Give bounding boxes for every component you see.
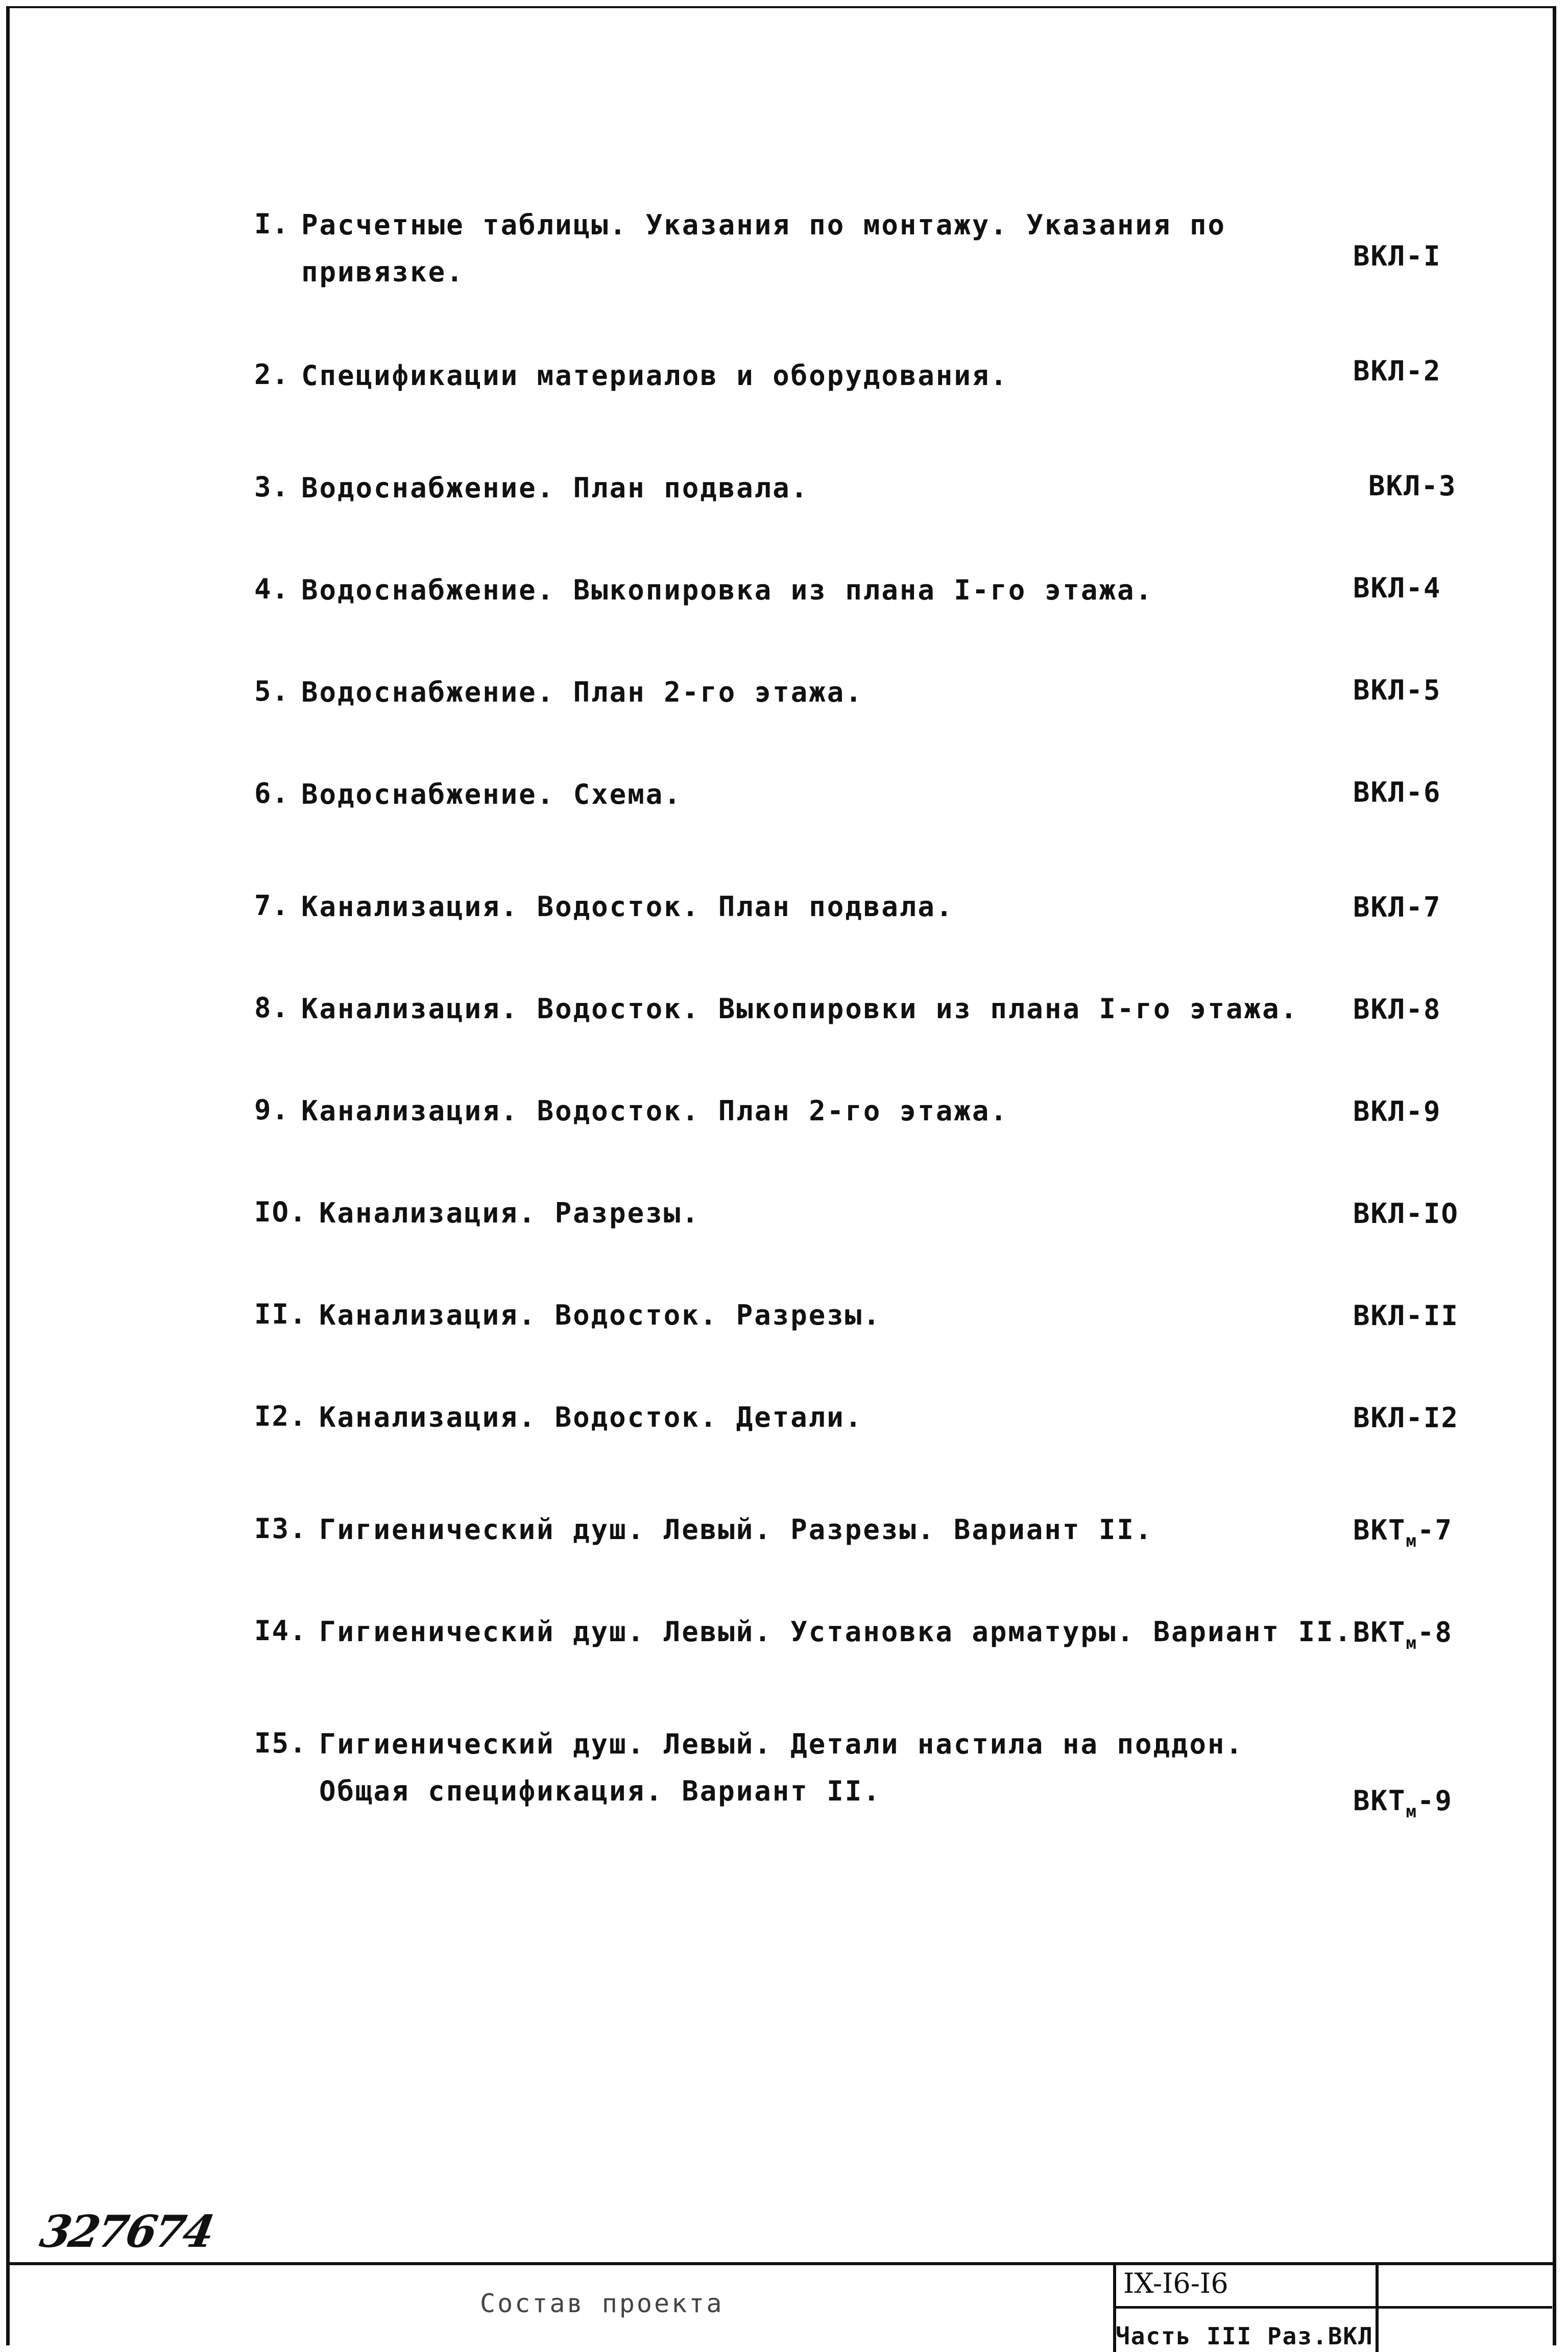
item-title [301, 669, 1297, 716]
item-title [319, 1506, 1315, 1553]
item-sheet-code [1353, 355, 1441, 387]
item-sheet-code [1353, 1197, 1459, 1230]
item-number: I5. [254, 1727, 307, 1759]
item-sheet-code-number: -7 [1417, 1514, 1453, 1546]
item-number: I3. [254, 1513, 307, 1545]
item-sheet-code-subscript: м [1406, 1802, 1418, 1822]
item-sheet-code [1353, 1095, 1441, 1127]
item-title-line-1: Канализация. Водосток. Выкопировки из плана I-го этажа. [301, 993, 1299, 1025]
item-sheet-code-main: ВКТ [1353, 1785, 1406, 1817]
item-number: I4. [254, 1615, 307, 1647]
item-title-line-1: Гигиенический душ. Левый. Детали настила на поддон. [319, 1728, 1244, 1760]
item-sheet-code [1353, 1300, 1459, 1332]
item-sheet-code-main: ВКЛ-8 [1353, 993, 1441, 1025]
item-title [319, 1609, 1353, 1655]
item-sheet-code-subscript: м [1406, 1633, 1418, 1653]
item-number: 6. [254, 777, 290, 809]
item-number: I2. [254, 1400, 307, 1432]
item-title [319, 1394, 1315, 1441]
item-sheet-code-main: ВКЛ-6 [1353, 776, 1441, 808]
item-number: 5. [254, 675, 290, 707]
item-title [319, 1721, 1315, 1815]
item-sheet-code-main: ВКЛ-5 [1353, 674, 1441, 706]
item-sheet-code [1368, 470, 1457, 502]
item-sheet-code-number: -9 [1417, 1785, 1453, 1817]
item-number: IO. [254, 1196, 307, 1228]
item-sheet-code [1353, 1616, 1453, 1653]
item-title [301, 202, 1297, 296]
item-sheet-code-main: ВКТ [1353, 1514, 1406, 1546]
item-number: 2. [254, 358, 290, 391]
item-sheet-code [1353, 674, 1441, 706]
item-number: 8. [254, 992, 290, 1024]
item-title-line-1: Водоснабжение. План подвала. [301, 472, 809, 504]
item-title-line-2: привязке. [301, 256, 465, 288]
item-number: 9. [254, 1094, 290, 1126]
item-title [301, 986, 1297, 1033]
item-sheet-code-main: ВКЛ-I2 [1353, 1402, 1459, 1434]
document-part: Часть III Раз.ВКЛ [1116, 2322, 1373, 2350]
item-title [301, 771, 1297, 818]
item-number: II. [254, 1298, 307, 1330]
item-title-line-1: Водоснабжение. План 2-го этажа. [301, 676, 863, 708]
item-title [301, 883, 1297, 930]
item-title-line-1: Канализация. Водосток. План подвала. [301, 891, 954, 923]
item-title-line-1: Спецификации материалов и оборудования. [301, 359, 1008, 392]
item-title [319, 1190, 1315, 1237]
item-title-line-1: Водоснабжение. Схема. [301, 778, 682, 810]
item-title-line-2: Общая спецификация. Вариант II. [319, 1775, 881, 1807]
item-sheet-code-subscript: м [1406, 1531, 1418, 1551]
item-sheet-code [1353, 776, 1441, 808]
item-number: 7. [254, 890, 290, 922]
item-sheet-code [1353, 993, 1441, 1025]
item-sheet-code-main: ВКЛ-9 [1353, 1095, 1441, 1127]
item-sheet-code [1353, 240, 1441, 272]
item-title-line-1: Расчетные таблицы. Указания по монтажу. Указания по [301, 209, 1226, 241]
title-block-name: Состав проекта [480, 2289, 724, 2318]
item-sheet-code-main: ВКЛ-7 [1353, 891, 1441, 923]
item-title [301, 352, 1297, 399]
item-sheet-code [1353, 1514, 1453, 1551]
item-sheet-code-main: ВКЛ-II [1353, 1300, 1459, 1332]
item-title [319, 1292, 1315, 1339]
document-code: IX-I6-I6 [1123, 2267, 1228, 2299]
item-title-line-1: Канализация. Водосток. Детали. [319, 1401, 863, 1433]
title-block-sheet-cell [1379, 2265, 1552, 2352]
item-sheet-code-main: ВКЛ-I [1353, 240, 1441, 272]
item-sheet-code [1353, 1785, 1453, 1822]
item-number: 3. [254, 471, 290, 503]
item-sheet-code [1353, 1402, 1459, 1434]
item-sheet-code-main: ВКЛ-3 [1368, 470, 1457, 502]
item-title-line-1: Канализация. Водосток. План 2-го этажа. [301, 1095, 1008, 1127]
item-number: I. [254, 208, 290, 240]
item-title-line-1: Канализация. Водосток. Разрезы. [319, 1299, 881, 1331]
item-title [301, 567, 1297, 614]
item-sheet-code-main: ВКЛ-4 [1353, 572, 1441, 604]
item-sheet-code [1353, 572, 1441, 604]
handwritten-number: 327674 [36, 2206, 216, 2258]
item-sheet-code-number: -8 [1417, 1616, 1453, 1648]
item-title-line-1: Канализация. Разрезы. [319, 1197, 700, 1229]
item-sheet-code-main: ВКТ [1353, 1616, 1406, 1648]
item-sheet-code-main: ВКЛ-2 [1353, 355, 1441, 387]
item-sheet-code [1353, 891, 1441, 923]
item-title [301, 465, 1297, 512]
item-title-line-1: Водоснабжение. Выкопировка из плана I-го этажа. [301, 574, 1154, 606]
item-title [301, 1088, 1297, 1135]
item-title-line-1: Гигиенический душ. Левый. Разрезы. Вариант II. [319, 1514, 1153, 1546]
item-sheet-code-main: ВКЛ-IO [1353, 1197, 1459, 1230]
item-title-line-1: Гигиенический душ. Левый. Установка арматуры. Вариант II. [319, 1616, 1353, 1648]
item-number: 4. [254, 573, 290, 605]
